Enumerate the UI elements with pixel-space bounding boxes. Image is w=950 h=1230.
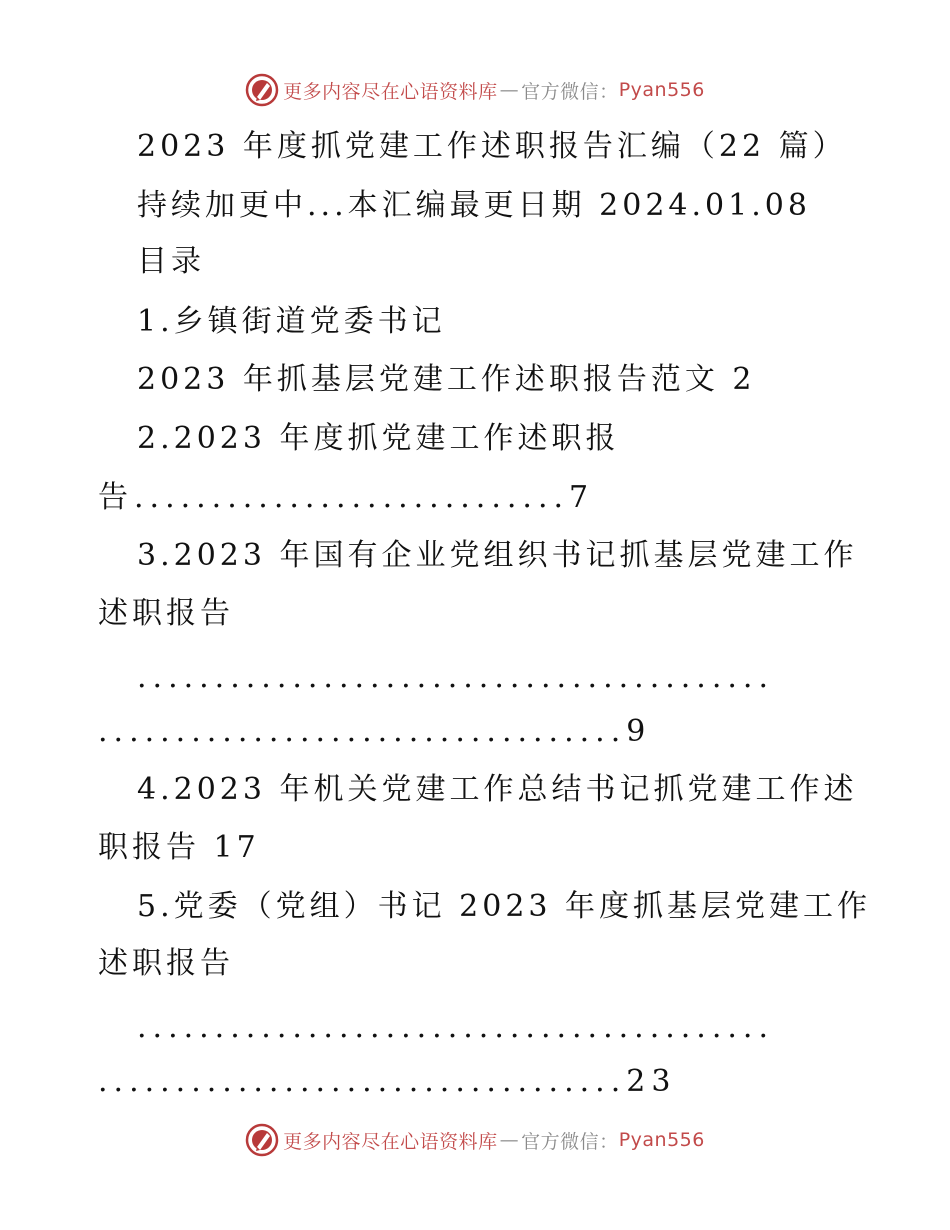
update-note: 持续加更中...本汇编最更日期 2024.01.08: [137, 188, 811, 223]
watermark-dash: —: [499, 79, 520, 101]
watermark-sub-text: 官方微信：: [521, 1130, 619, 1153]
toc-entry-5-leader-2: ..................................23: [98, 1064, 677, 1099]
toc-entry-1-line-1: 1.乡镇街道党委书记: [137, 304, 446, 339]
toc-entry-3-leader-2: ..................................9: [98, 714, 652, 749]
toc-entry-3-line-1: 3.2023 年国有企业党组织书记抓基层党建工作: [137, 538, 858, 573]
pen-logo-icon: [245, 73, 279, 107]
watermark-id: Pyan556: [618, 79, 705, 101]
watermark-sub-text: 官方微信：: [521, 80, 619, 103]
watermark-main-text: 更多内容尽在心语资料库: [283, 1130, 498, 1153]
toc-entry-3-line-2: 述职报告: [98, 596, 234, 631]
toc-entry-1-line-2: 2023 年抓基层党建工作述职报告范文 2: [137, 362, 756, 397]
watermark-dash: —: [499, 1129, 520, 1151]
toc-entry-3-leader-1: .........................................: [137, 660, 774, 695]
toc-entry-4-line-2: 职报告 17: [98, 830, 260, 865]
toc-entry-5-leader-1: .........................................: [137, 1010, 774, 1045]
watermark-header: [0, 70, 950, 110]
pen-logo-icon: [245, 1123, 279, 1157]
toc-entry-2-line-1: 2.2023 年度抓党建工作述职报: [137, 421, 620, 456]
watermark-footer: [0, 1120, 950, 1160]
toc-entry-4-line-1: 4.2023 年机关党建工作总结书记抓党建工作述: [137, 772, 858, 807]
watermark-id: Pyan556: [618, 1129, 705, 1151]
toc-heading: 目录: [137, 244, 205, 279]
doc-title: 2023 年度抓党建工作述职报告汇编（22 篇）: [137, 129, 847, 164]
toc-entry-2-line-2: 告............................7: [98, 480, 595, 515]
toc-entry-5-line-2: 述职报告: [98, 946, 234, 981]
watermark-main-text: 更多内容尽在心语资料库: [283, 80, 498, 103]
toc-entry-5-line-1: 5.党委（党组）书记 2023 年度抓基层党建工作: [137, 889, 872, 924]
